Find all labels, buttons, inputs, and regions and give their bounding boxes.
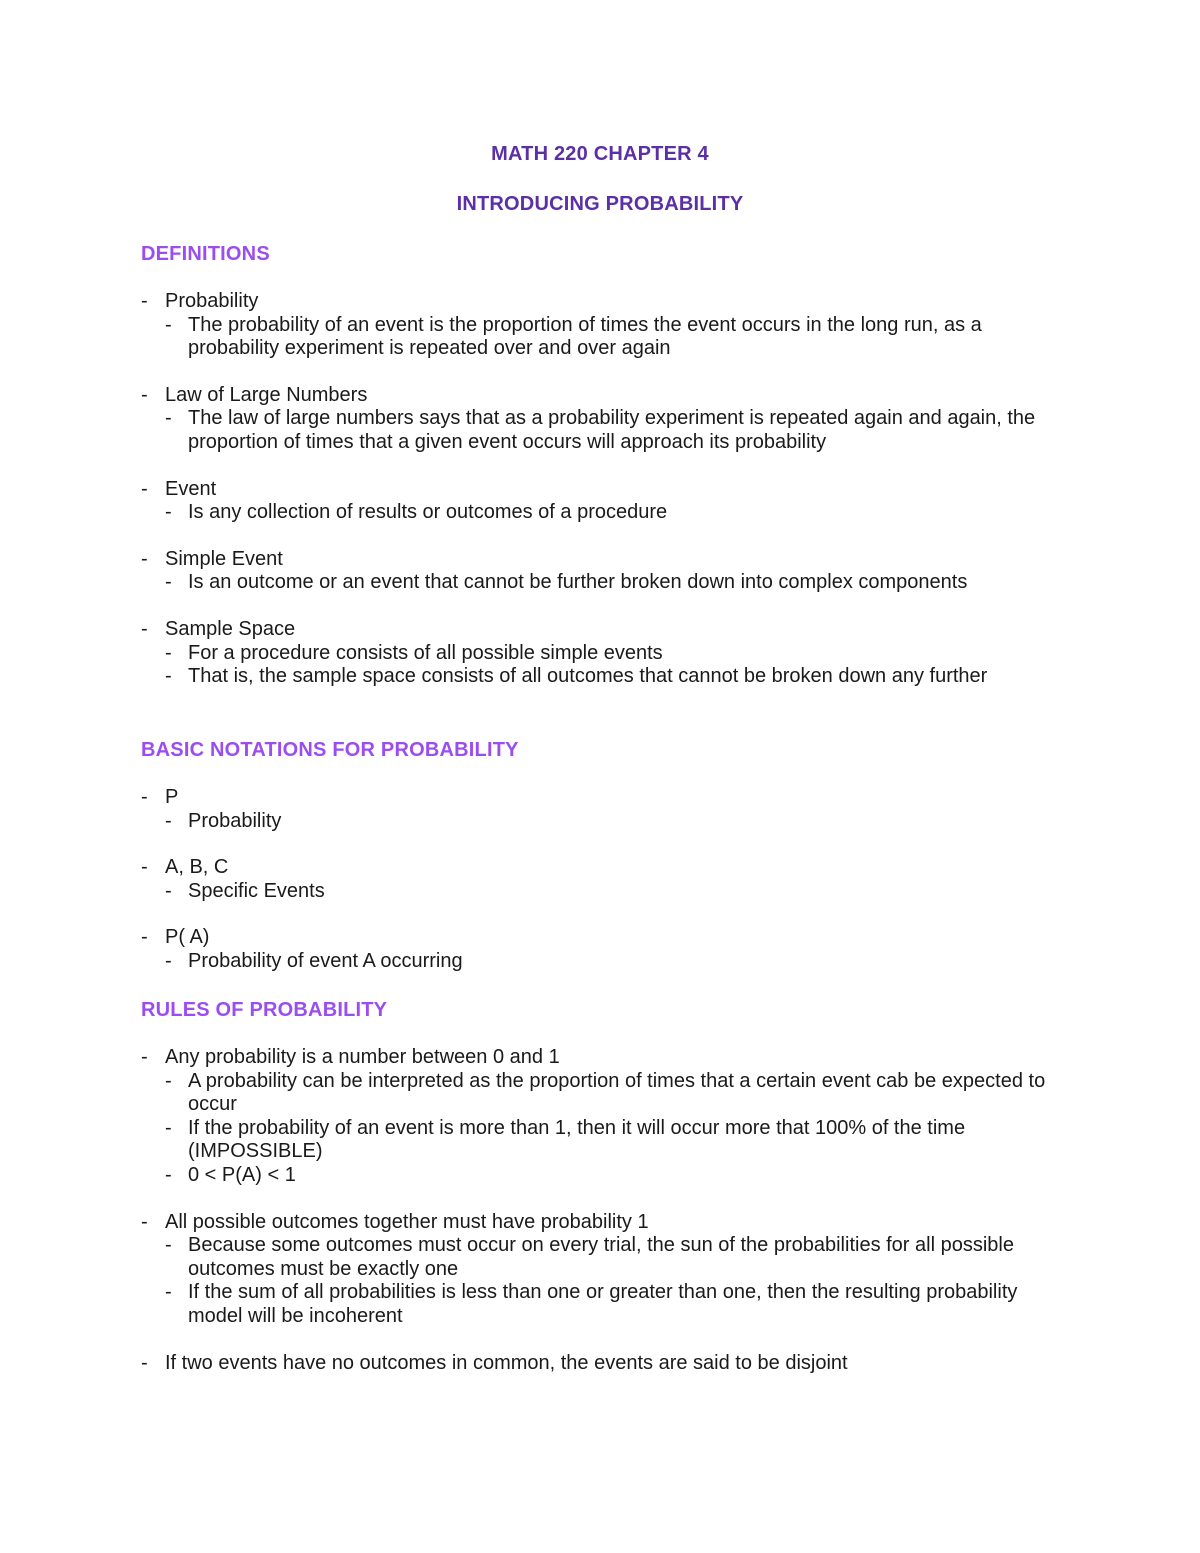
bullet-detail <box>0 501 1068 525</box>
list-item <box>0 1352 1200 1376</box>
detail-text: Specific Events <box>188 879 325 902</box>
dash-bullet-icon: - <box>165 1116 172 1139</box>
term-text: Simple Event <box>165 547 283 570</box>
dash-bullet-icon: - <box>141 1351 148 1374</box>
list-item <box>0 548 1200 595</box>
bullet-term <box>0 1046 1200 1070</box>
term-text: Event <box>165 477 217 500</box>
dash-bullet-icon: - <box>165 313 172 336</box>
bullet-term <box>0 856 1200 880</box>
list-item <box>0 1046 1200 1188</box>
bullet-term <box>0 1211 1200 1235</box>
bullet-term <box>0 290 1200 314</box>
section-heading-notations: BASIC NOTATIONS FOR PROBABILITY <box>141 739 519 761</box>
detail-text: If the sum of all probabilities is less than one or greater than one, then the resulting probability model will be incoherent <box>188 1281 1018 1327</box>
list-item <box>0 856 1200 903</box>
bullet-term <box>0 384 1200 408</box>
detail-text: Probability of event A occurring <box>188 949 463 972</box>
document-subtitle: INTRODUCING PROBABILITY <box>456 193 744 215</box>
bullet-detail <box>0 314 1068 361</box>
dash-bullet-icon: - <box>165 407 172 430</box>
dash-bullet-icon: - <box>165 571 172 594</box>
bullet-detail <box>0 810 1068 834</box>
bullet-detail <box>0 1117 1068 1164</box>
notations-list <box>0 786 1200 997</box>
bullet-detail <box>0 642 1068 666</box>
bullet-detail <box>0 1164 1068 1188</box>
detail-text: The probability of an event is the proportion of times the event occurs in the long run, as a probability experiment is repeated over and over again <box>188 313 982 360</box>
dash-bullet-icon: - <box>165 1163 172 1186</box>
section-heading-rules: RULES OF PROBABILITY <box>141 999 388 1021</box>
section-heading-definitions: DEFINITIONS <box>141 243 270 265</box>
term-text: P <box>165 786 179 808</box>
bullet-term <box>0 926 1200 950</box>
definitions-list <box>0 290 1200 712</box>
list-item <box>0 926 1200 973</box>
dash-bullet-icon: - <box>141 477 148 500</box>
detail-text: 0 < P(A) < 1 <box>188 1163 296 1186</box>
detail-text: That is, the sample space consists of all outcomes that cannot be broken down any further <box>188 665 988 688</box>
bullet-detail <box>0 880 1068 904</box>
bullet-detail <box>0 1234 1068 1281</box>
bullet-detail <box>0 1281 1068 1328</box>
dash-bullet-icon: - <box>141 926 148 949</box>
bullet-detail <box>0 950 1068 974</box>
list-item <box>0 290 1200 361</box>
bullet-detail <box>0 571 1068 595</box>
dash-bullet-icon: - <box>141 383 148 406</box>
list-item <box>0 1211 1200 1329</box>
list-item <box>0 618 1200 689</box>
term-text: If two events have no outcomes in common, the events are said to be disjoint <box>165 1351 848 1374</box>
bullet-detail <box>0 1070 1068 1117</box>
detail-text: For a procedure consists of all possible simple events <box>188 641 663 664</box>
dash-bullet-icon: - <box>165 1281 172 1304</box>
detail-text: Probability <box>188 809 282 832</box>
term-text: Sample Space <box>165 617 296 640</box>
bullet-term <box>0 1352 1200 1376</box>
term-text: All possible outcomes together must have probability 1 <box>165 1210 649 1233</box>
dash-bullet-icon: - <box>141 617 148 640</box>
detail-text: The law of large numbers says that as a probability experiment is repeated again and again, the proportion of times that a given event occurs will approach its probability <box>188 407 1036 453</box>
dash-bullet-icon: - <box>165 879 172 902</box>
dash-bullet-icon: - <box>165 809 172 832</box>
list-item <box>0 384 1200 455</box>
bullet-term <box>0 548 1200 572</box>
document-title: MATH 220 CHAPTER 4 <box>491 143 709 165</box>
term-text: A, B, C <box>165 856 229 879</box>
term-text: P( A) <box>165 926 210 949</box>
dash-bullet-icon: - <box>165 1234 172 1257</box>
bullet-detail <box>0 407 1068 454</box>
dash-bullet-icon: - <box>165 501 172 524</box>
bullet-term <box>0 618 1200 642</box>
term-text: Probability <box>165 290 259 312</box>
detail-text: A probability can be interpreted as the proportion of times that a certain event cab be expected to occur <box>188 1069 1046 1116</box>
bullet-detail <box>0 665 1068 689</box>
dash-bullet-icon: - <box>141 547 148 570</box>
detail-text: Because some outcomes must occur on every trial, the sun of the probabilities for all possible outcomes must be exactly one <box>188 1234 1014 1280</box>
dash-bullet-icon: - <box>141 1210 148 1233</box>
detail-text: Is any collection of results or outcomes of a procedure <box>188 501 668 524</box>
term-text: Law of Large Numbers <box>165 383 368 406</box>
detail-text: If the probability of an event is more than 1, then it will occur more that 100% of the time (IMPOSSIBLE) <box>188 1116 966 1163</box>
bullet-term <box>0 478 1200 502</box>
term-text: Any probability is a number between 0 and 1 <box>165 1046 560 1068</box>
bullet-term <box>0 786 1200 810</box>
detail-text: Is an outcome or an event that cannot be further broken down into complex components <box>188 571 968 594</box>
dash-bullet-icon: - <box>141 1046 148 1068</box>
dash-bullet-icon: - <box>141 786 148 808</box>
list-item <box>0 478 1200 525</box>
dash-bullet-icon: - <box>141 290 148 312</box>
rules-list <box>0 1046 1200 1398</box>
dash-bullet-icon: - <box>165 665 172 688</box>
dash-bullet-icon: - <box>165 641 172 664</box>
list-item <box>0 786 1200 833</box>
dash-bullet-icon: - <box>165 949 172 972</box>
dash-bullet-icon: - <box>141 856 148 879</box>
dash-bullet-icon: - <box>165 1069 172 1092</box>
